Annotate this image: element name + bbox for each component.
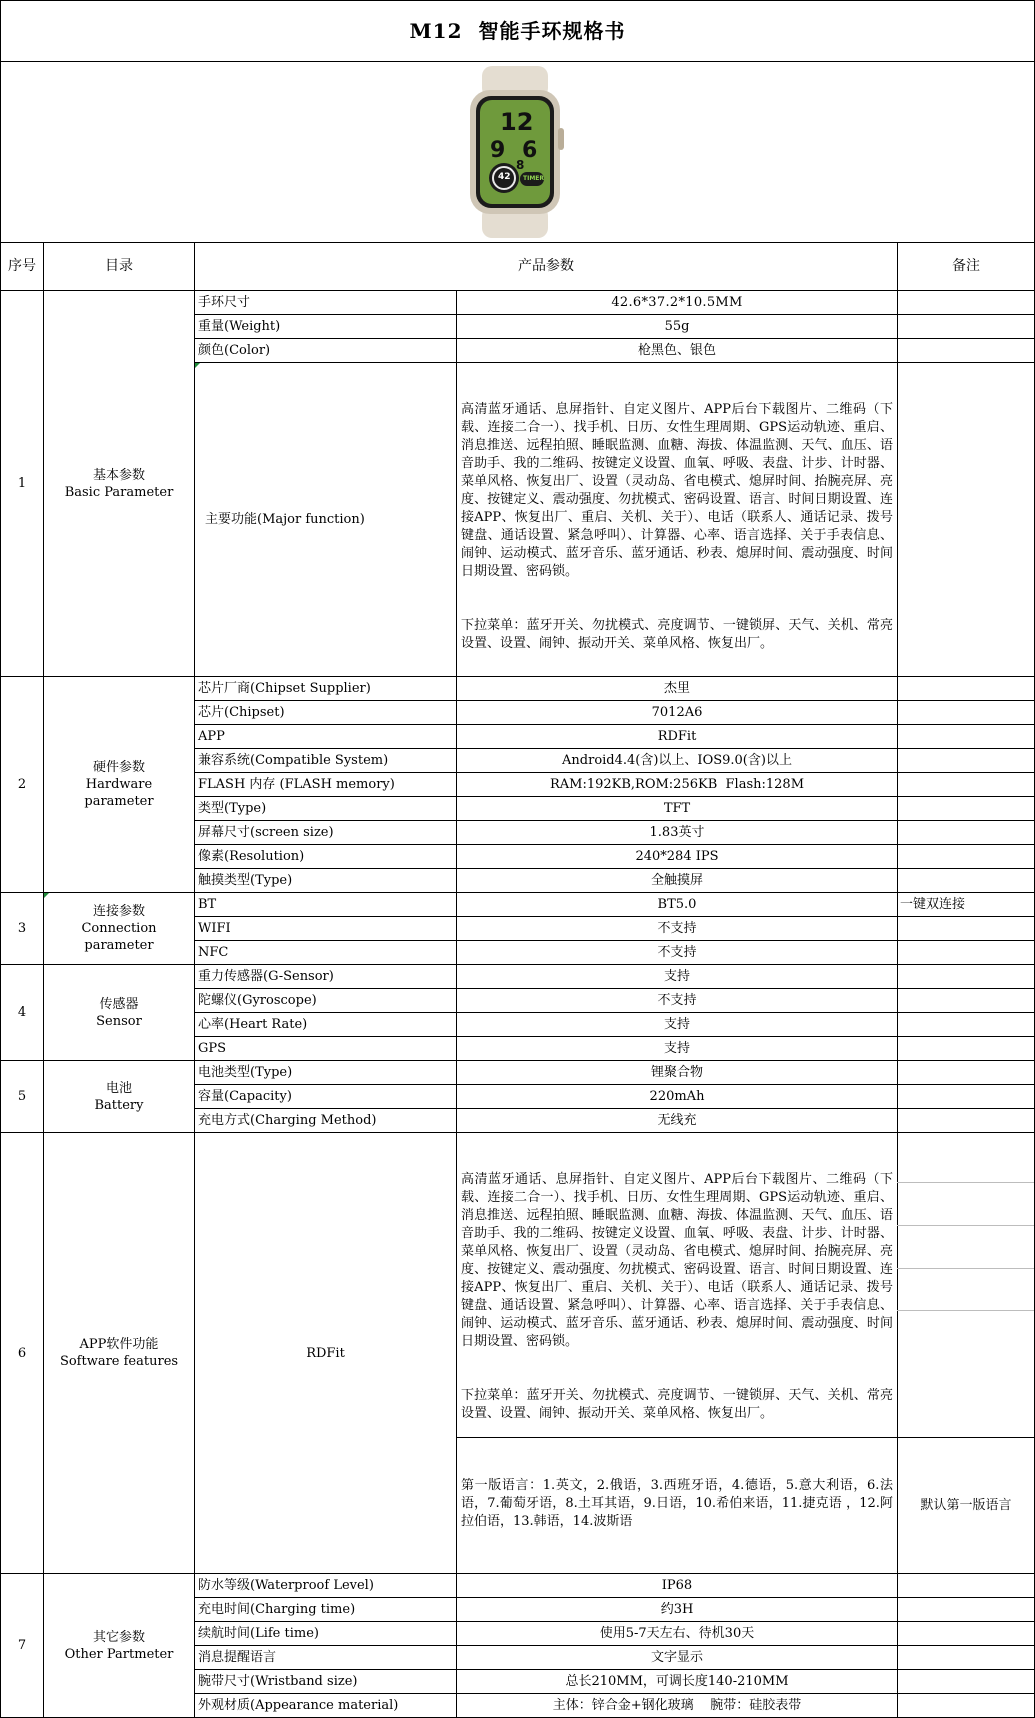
section-title (44, 1133, 194, 1573)
header-index: 序号 (8, 258, 36, 274)
param-label: 芯片(Chipset) (198, 705, 285, 720)
section-title-en: Sensor (96, 1013, 142, 1029)
section-title-cn: 连接参数 (92, 904, 145, 919)
param-value: 55g (664, 319, 690, 334)
section-title-cn: 其它参数 (92, 1629, 145, 1645)
param-remark: 一键双连接 (900, 897, 966, 912)
watch-face-dial-value: 42 (498, 172, 511, 182)
param-label: 颜色(Color) (198, 343, 271, 358)
param-value: RAM:192KB,ROM:256KB Flash:128M (549, 777, 805, 792)
app-function-text (457, 1133, 897, 1437)
section-number: 1 (17, 476, 27, 491)
language-text (457, 1438, 897, 1573)
section-title (44, 1061, 194, 1132)
param-label: FLASH 内存 (FLASH memory) (198, 777, 395, 792)
section-title (44, 677, 194, 892)
param-value: IP68 (661, 1578, 693, 1593)
watch-face-nine: 9 (490, 138, 506, 163)
param-label: 充电时间(Charging time) (198, 1602, 356, 1617)
header-category: 目录 (105, 258, 133, 274)
param-value: 支持 (663, 1041, 690, 1056)
watch-face-eight: 8 (516, 158, 525, 172)
param-label: GPS (198, 1041, 227, 1056)
param-value: 不支持 (657, 993, 697, 1008)
param-value: 42.6*37.2*10.5MM (611, 295, 743, 310)
param-value: 支持 (663, 1017, 690, 1032)
param-label: NFC (198, 945, 229, 960)
dropdown-menu-text: 下拉菜单：蓝牙开关、勿扰模式、亮度调节、一键锁屏、天气、关机、常亮设置、设置、闹钟、振动开关、菜单风格、恢复出厂。 (461, 1388, 893, 1421)
param-value: BT5.0 (657, 897, 697, 912)
param-value: 约3H (660, 1602, 694, 1617)
param-value: 240*284 IPS (635, 849, 719, 864)
section-title (44, 965, 194, 1060)
function-list: 高清蓝牙通话、息屏指针、自定义图片、APP后台下载图片、二维码（下载、连接二合一）、找手机、日历、女性生理周期、GPS运动轨迹、重启、消息推送、远程拍照、睡眠监测、血糖、海拔、体温监测、天气、血压、语音助手、我的二维码、按键定义设置、血氧、呼吸、表盘、计步、计时器、菜单风格、恢复出厂、设置（灵动岛、省电模式、熄屏时间、抬腕亮屏、亮度、按键定义、震动强度、勿扰模式、密码设置、语言、时间日期设置、连接APP、恢复出厂、重启、关机、关于）、电话（联系人、通话记录、拨号键盘、通话设置、紧急呼叫）、计算器、心率、语言选择、关于手表信息、闹钟、运动模式、蓝牙音乐、蓝牙通话、秒表、熄屏时间、震动强度、时间日期设置、密码锁。 (461, 402, 893, 579)
section-title-en: Basic Parameter (64, 484, 174, 500)
section-title (44, 1574, 194, 1717)
param-label: 心率(Heart Rate) (198, 1017, 308, 1032)
watch-face-label: TIMER (523, 175, 545, 182)
app-name: RDFit (306, 1345, 345, 1361)
param-label: 触摸类型(Type) (198, 873, 293, 888)
dropdown-menu-text: 下拉菜单：蓝牙开关、勿扰模式、亮度调节、一键锁屏、天气、关机、常亮设置、设置、闹钟、振动开关、菜单风格、恢复出厂。 (461, 618, 893, 651)
param-value: 使用5-7天左右、待机30天 (599, 1626, 755, 1641)
param-label: 腕带尺寸(Wristband size) (198, 1674, 358, 1689)
section-title (44, 291, 194, 676)
param-value: 支持 (663, 969, 690, 984)
param-value: Android4.4(含)以上、IOS9.0(含)以上 (562, 753, 792, 768)
function-list: 高清蓝牙通话、息屏指针、自定义图片、APP后台下载图片、二维码（下载、连接二合一）、找手机、日历、女性生理周期、GPS运动轨迹、重启、消息推送、远程拍照、睡眠监测、血糖、海拔、体温监测、天气、血压、语音助手、我的二维码、按键定义设置、血氧、呼吸、表盘、计步、计时器、菜单风格、恢复出厂、设置（灵动岛、省电模式、熄屏时间、抬腕亮屏、亮度、按键定义、震动强度、勿扰模式、密码设置、语言、时间日期设置、连接APP、恢复出厂、重启、关机、关于）、电话（联系人、通话记录、拨号键盘、通话设置、紧急呼叫）、计算器、心率、语言选择、关于手表信息、闹钟、运动模式、蓝牙音乐、蓝牙通话、秒表、熄屏时间、震动强度、时间日期设置、密码锁。 (461, 1172, 893, 1349)
param-value: 不支持 (657, 921, 697, 936)
section-number: 2 (17, 777, 27, 792)
param-value: 文字显示 (650, 1650, 703, 1665)
param-label: 类型(Type) (198, 801, 267, 816)
param-value: 不支持 (657, 945, 697, 960)
language-v1: 第一版语言：1.英文，2.俄语，3.西班牙语，4.德语，5.意大利语，6.法语，7.葡萄牙语，8.土耳其语，9.日语，10.希伯来语，11.捷克语 ，12.阿拉伯语，13.韩语，14.波斯语 (461, 1478, 893, 1529)
param-label: 续航时间(Life time) (198, 1626, 319, 1641)
param-value: 220mAh (649, 1089, 705, 1104)
param-label: 充电方式(Charging Method) (198, 1113, 377, 1128)
section-title-en: Other Partmeter (64, 1646, 174, 1662)
param-value: TFT (663, 801, 691, 816)
section-number: 5 (17, 1089, 27, 1104)
param-value: 主体：锌合金+钢化玻璃 腕带：硅胶表带 (552, 1698, 802, 1713)
param-value: 1.83英寸 (649, 825, 705, 840)
section-number: 7 (17, 1638, 27, 1653)
section-title-cn: 硬件参数 (92, 760, 145, 775)
param-label: 重力传感器(G-Sensor) (198, 969, 334, 984)
section-title-cn: 基本参数 (92, 467, 145, 483)
param-label: 芯片厂商(Chipset Supplier) (198, 681, 371, 696)
param-label: 防水等级(Waterproof Level) (198, 1578, 374, 1593)
header-params: 产品参数 (518, 258, 574, 274)
section-title-cn: 电池 (105, 1080, 132, 1096)
section-title-cn: 传感器 (99, 996, 139, 1012)
param-label: BT (198, 897, 217, 912)
param-label: 屏幕尺寸(screen size) (198, 825, 334, 840)
page-title: M12 智能手环规格书 (409, 18, 626, 43)
section-title (44, 893, 194, 964)
language-remark: 默认第一版语言 (920, 1498, 1012, 1513)
param-label: 电池类型(Type) (198, 1065, 293, 1080)
param-label: 兼容系统(Compatible System) (198, 753, 389, 768)
param-label: 陀螺仪(Gyroscope) (198, 993, 317, 1008)
watch-face-six: 6 (522, 138, 538, 163)
param-label: 手环尺寸 (198, 295, 251, 310)
section-title-en: Connection parameter (81, 921, 161, 953)
param-value: 杰里 (663, 681, 690, 696)
section-title-cn: APP软件功能 (79, 1337, 159, 1352)
param-label: 像素(Resolution) (198, 849, 305, 864)
watch-face-digits: 12 (500, 108, 534, 136)
product-image (460, 66, 570, 238)
param-label: 容量(Capacity) (198, 1089, 292, 1104)
section-number: 6 (17, 1345, 27, 1361)
param-value: 无线充 (657, 1113, 697, 1128)
main-function-text (457, 363, 897, 676)
section-title-en: Software features (59, 1354, 179, 1369)
param-value: 枪黑色、银色 (637, 343, 716, 358)
param-value: RDFit (657, 729, 697, 744)
section-number: 4 (17, 1005, 27, 1020)
header-remark: 备注 (952, 258, 980, 274)
section-number: 3 (17, 921, 27, 936)
param-label: 外观材质(Appearance material) (198, 1698, 399, 1713)
section-title-en: Battery (94, 1097, 144, 1113)
param-label: APP (198, 729, 225, 744)
param-label: 重量(Weight) (198, 319, 281, 334)
param-value: 7012A6 (651, 705, 703, 720)
param-label: WIFI (198, 921, 231, 936)
param-label: 主要功能(Major function) (205, 512, 365, 527)
param-label: 消息提醒语言 (198, 1650, 277, 1665)
param-value: 锂聚合物 (650, 1065, 703, 1080)
param-value: 全触摸屏 (650, 873, 703, 888)
param-value: 总长210MM，可调长度140-210MM (565, 1674, 789, 1689)
section-title-en: Hardware parameter (84, 777, 157, 809)
